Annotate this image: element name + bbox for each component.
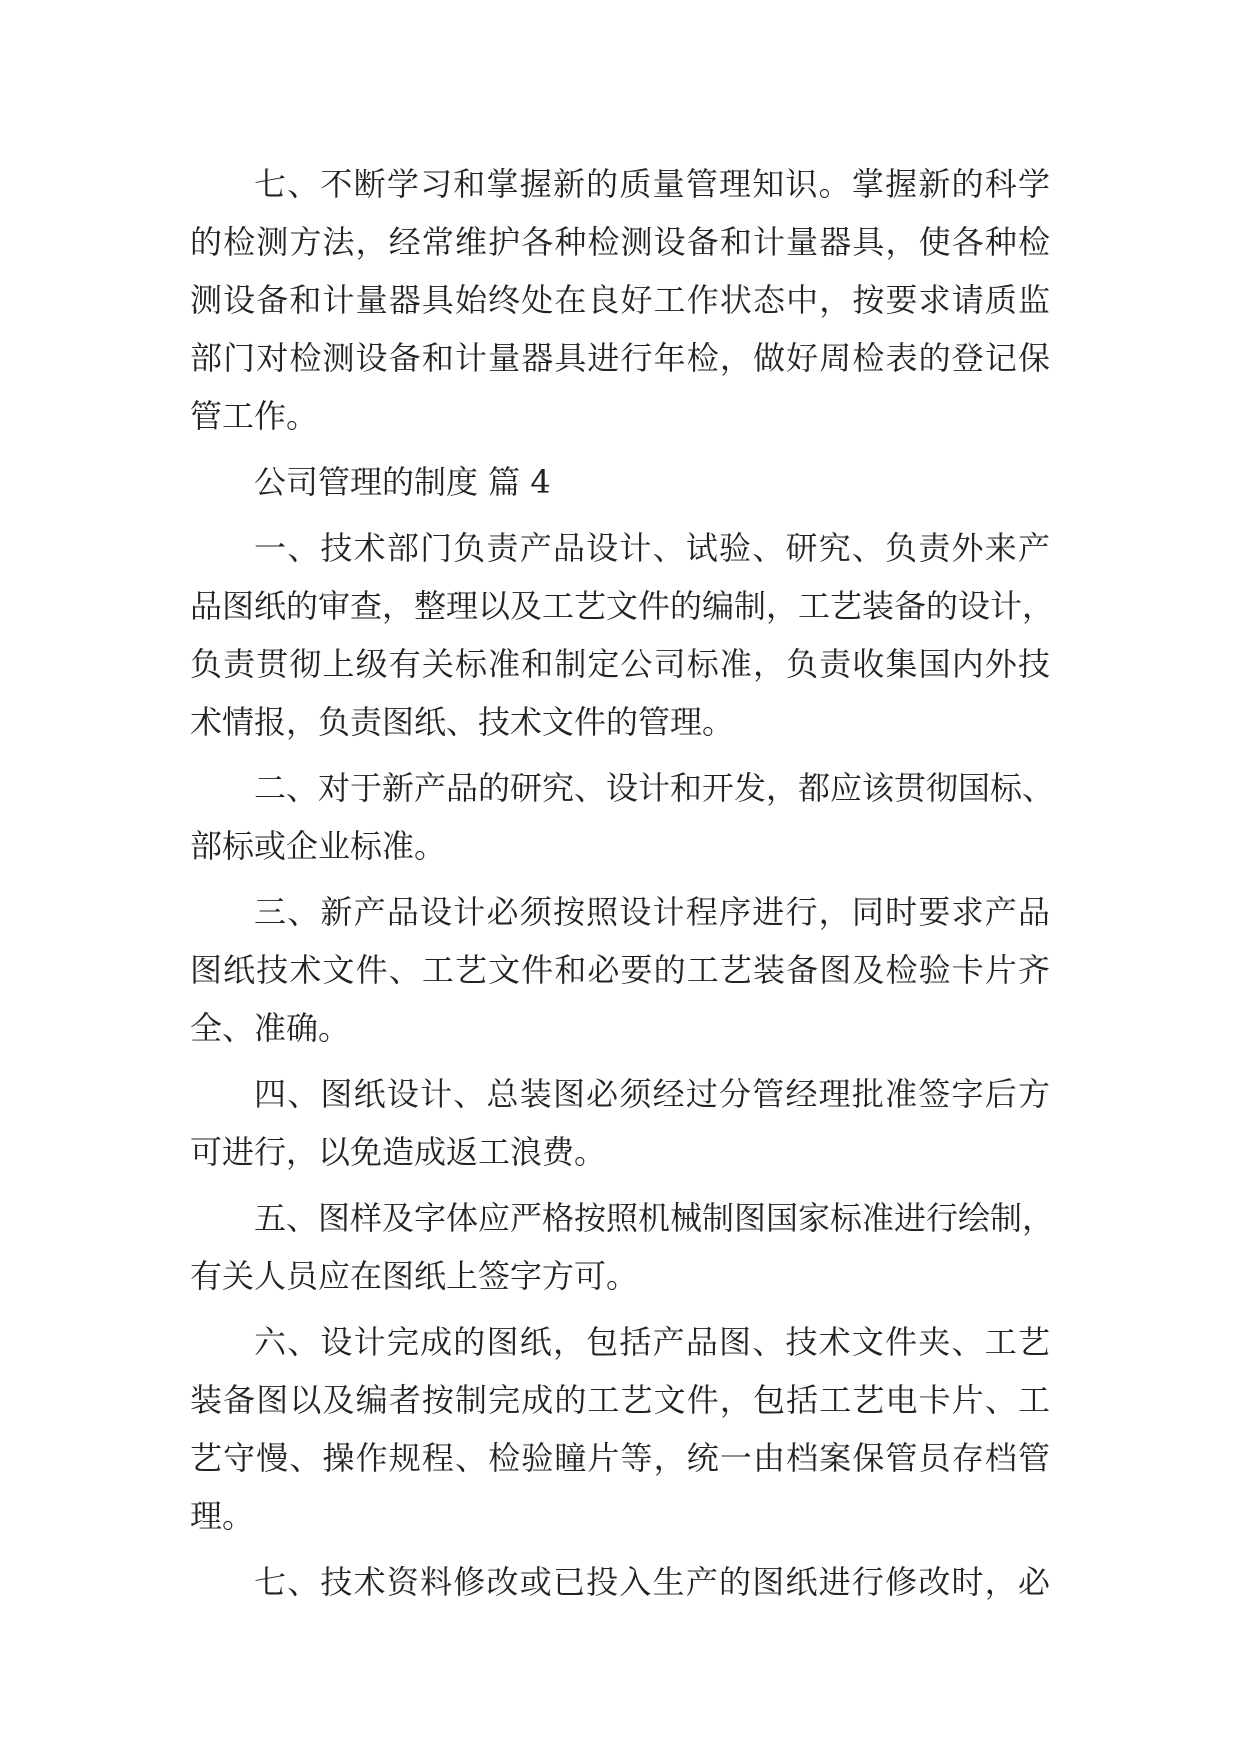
- paragraph-6-archive: [190, 1313, 1050, 1545]
- text-line: 七、不断学习和掌握新的质量管理知识。掌握新的科学: [254, 165, 1050, 203]
- text-line: 二、对于新产品的研究、设计和开发，都应该贯彻国标、: [254, 769, 1055, 807]
- text-line: 图纸技术文件、工艺文件和必要的工艺装备图及检验卡片齐: [190, 951, 1050, 989]
- text-line: 五、图样及字体应严格按照机械制图国家标准进行绘制，: [254, 1199, 1055, 1237]
- section-title: 公司管理的制度 篇 4: [254, 463, 551, 501]
- text-line: 管工作。: [190, 397, 319, 435]
- text-line: 可进行，以免造成返工浪费。: [190, 1133, 607, 1171]
- paragraph-1-tech-dept: [190, 519, 1055, 751]
- text-line: 全、准确。: [190, 1009, 351, 1047]
- text-line: 品图纸的审查，整理以及工艺文件的编制，工艺装备的设计，: [190, 587, 1055, 625]
- text-line: 测设备和计量器具始终处在良好工作状态中，按要求请质监: [190, 281, 1050, 319]
- text-line: 装备图以及编者按制完成的工艺文件，包括工艺电卡片、工: [190, 1381, 1050, 1419]
- text-line: 的检测方法，经常维护各种检测设备和计量器具，使各种检: [190, 223, 1050, 261]
- text-line: 有关人员应在图纸上签字方可。: [190, 1257, 639, 1295]
- text-line: 一、技术部门负责产品设计、试验、研究、负责外来产: [254, 529, 1050, 567]
- text-line: 部门对检测设备和计量器具进行年检，做好周检表的登记保: [190, 339, 1050, 377]
- text-line: 负责贯彻上级有关标准和制定公司标准，负责收集国内外技: [190, 645, 1050, 683]
- text-line: 部标或企业标准。: [190, 827, 447, 865]
- paragraph-5-drawing-standard: [190, 1189, 1055, 1305]
- text-line: 七、技术资料修改或已投入生产的图纸进行修改时，必: [254, 1563, 1050, 1601]
- document-body: [190, 155, 1055, 1619]
- text-line: 三、新产品设计必须按照设计程序进行，同时要求产品: [254, 893, 1050, 931]
- text-line: 六、设计完成的图纸，包括产品图、技术文件夹、工艺: [254, 1323, 1050, 1361]
- paragraph-7-revision: [190, 1553, 1050, 1611]
- text-line: 艺守慢、操作规程、检验瞳片等，统一由档案保管员存档管: [190, 1439, 1050, 1477]
- paragraph-4-approval: [190, 1065, 1050, 1181]
- section-heading: [190, 453, 1050, 511]
- paragraph-3-design-procedure: [190, 883, 1050, 1057]
- text-line: 术情报，负责图纸、技术文件的管理。: [190, 703, 735, 741]
- paragraph-2-new-product: [190, 759, 1055, 875]
- paragraph-7-quality: [190, 155, 1050, 445]
- text-line: 理。: [190, 1497, 255, 1535]
- text-line: 四、图纸设计、总装图必须经过分管经理批准签字后方: [254, 1075, 1050, 1113]
